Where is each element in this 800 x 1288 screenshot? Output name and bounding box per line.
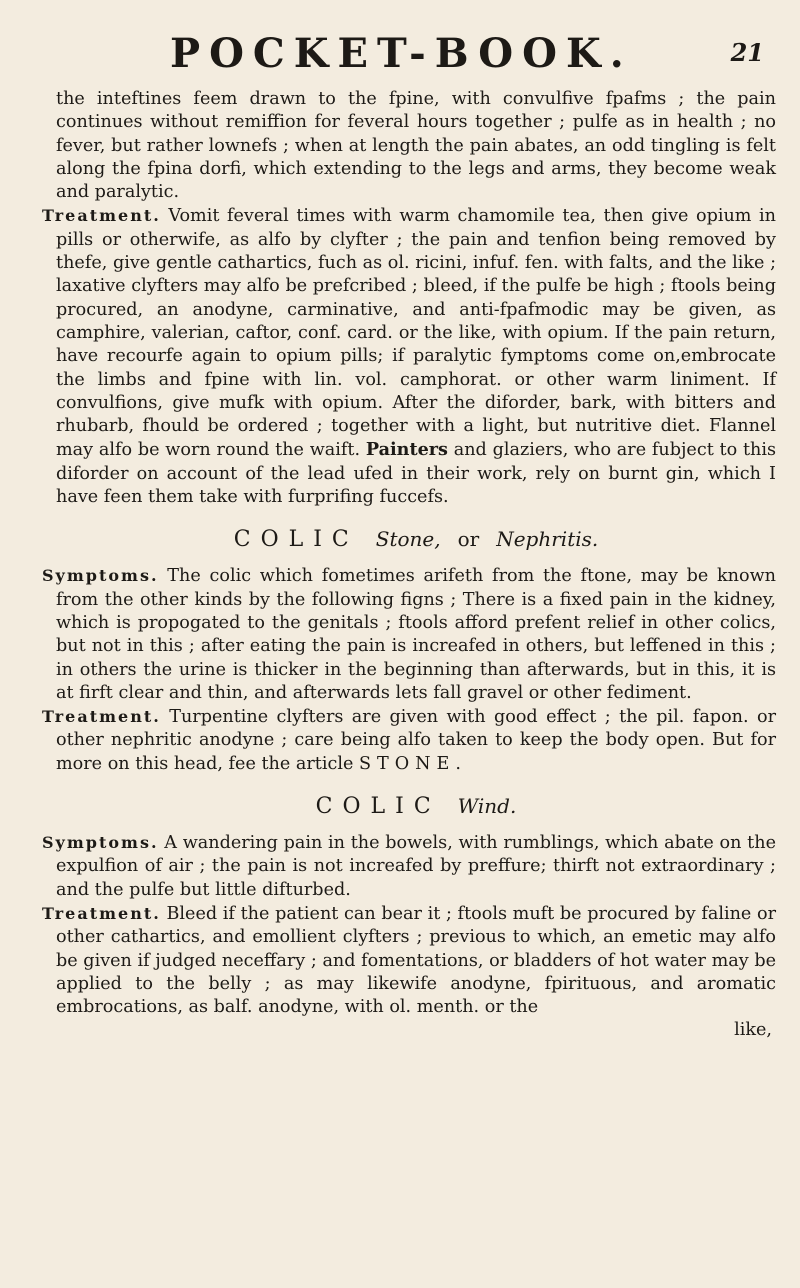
treatment-text: Turpentine clyfters are given with good effect ; the pil. fapon. or other nephritic anodyne ; care being alfo taken to keep the body open. But for more on this head, fee the article	[56, 707, 776, 774]
treatment-lead: Treatment.	[42, 903, 161, 923]
treatment-lead: Treatment.	[42, 206, 161, 226]
symptoms-lead: Symptoms.	[42, 566, 159, 586]
treatment-text: Vomit feveral times with warm chamomile tea, then give opium in pills or otherwife, as alfo by clyfter ; the pain and tenfion being removed by thefe, give gentle cathartics, fuch as ol. ricini, infuf. fen. with falts, and the like ; laxative clyfters may alfo be prefcribed ; bleed, if the pulfe be high ; ftools being procured, an anodyne, carminative, and anti-fpafmodic may be given, as camphire, valerian, caftor, conf. card. or the like, with opium. If the pain return, have recourfe again to opium pills; if paralytic fymptoms come on,embrocate the limbs and fpine with lin. vol. camphorat. or other warm liniment. If convulfions, give mufk with opium. After the diforder, bark, with bitters and rhubarb, fhould be ordered ; together with a light, but nutritive diet. Flannel may alfo be worn round the waift.	[56, 206, 777, 461]
section-title: COLIC	[315, 794, 441, 820]
section-heading-colic-wind	[56, 794, 776, 819]
section-subtitle-2: Nephritis.	[496, 527, 599, 552]
symptoms-text: A wandering pain in the bowels, with rumblings, which abate on the expulfion of air ; the pain is not increafed by preffure; thirft not extraordinary ; and the pulfe but little difturbed.	[56, 833, 776, 900]
stone-treatment-paragraph	[42, 705, 776, 776]
page-header	[56, 30, 776, 88]
opening-paragraph	[56, 88, 776, 204]
wind-treatment-paragraph	[42, 902, 776, 1019]
treatment-paragraph-1	[42, 204, 777, 509]
section-subtitle: Wind.	[457, 794, 517, 819]
symptoms-lead: Symptoms.	[42, 833, 159, 853]
section-or: or	[457, 527, 480, 552]
running-title: POCKET-BOOK.	[170, 30, 633, 77]
painters-text: and glaziers, who are fubject to this diforder on account of the lead ufed in their work, rely on burnt gin, which I have feen them take with furprifing fuccefs.	[56, 440, 777, 508]
treatment-lead: Treatment.	[42, 707, 161, 727]
symptoms-text: The colic which fometimes arifeth from the ftone, may be known from the other kinds by the following figns ; There is a fixed pain in the kidney, which is propogated to the genitals ; ftools afford prefent relief in other colics, but not in this ; after eating the pain is increafed in others, but leffened in this ; in others the urine is thicker in the beginning than afterwards, but in this, it is at firft clear and thin, and afterwards lets fall gravel or other fediment.	[56, 566, 776, 703]
section-heading-colic-stone	[56, 527, 776, 552]
opening-text: the inteftines feem drawn to the fpine, with convulfive fpafms ; the pain continues without remiffion for feveral hours together ; pulfe as in health ; no fever, but rather lownefs ; when at length the pain abates, an odd tingling is felt along the fpina dorfi, which extending to the legs and arms, they become weak and paralytic.	[56, 89, 776, 203]
treatment-text: Bleed if the patient can bear it ; ftools muft be procured by faline or other cathartics, and emollient clyfters ; previous to which, an emetic may alfo be given if judged neceffary ; and fomentations, or bladders of hot water may be applied to the belly ; as may likewife anodyne, fpirituous, and aromatic embrocations, as balf. anodyne, with ol. menth. or the	[56, 903, 776, 1018]
page-number: 21	[730, 38, 764, 67]
section-subtitle: Stone,	[375, 527, 441, 552]
wind-symptoms-paragraph	[42, 831, 776, 902]
section-title: COLIC	[233, 527, 359, 553]
painters-lead: Painters	[365, 439, 448, 461]
article-reference: STONE.	[358, 753, 467, 774]
catchword: like,	[734, 1020, 772, 1041]
stone-symptoms-paragraph	[42, 564, 776, 705]
